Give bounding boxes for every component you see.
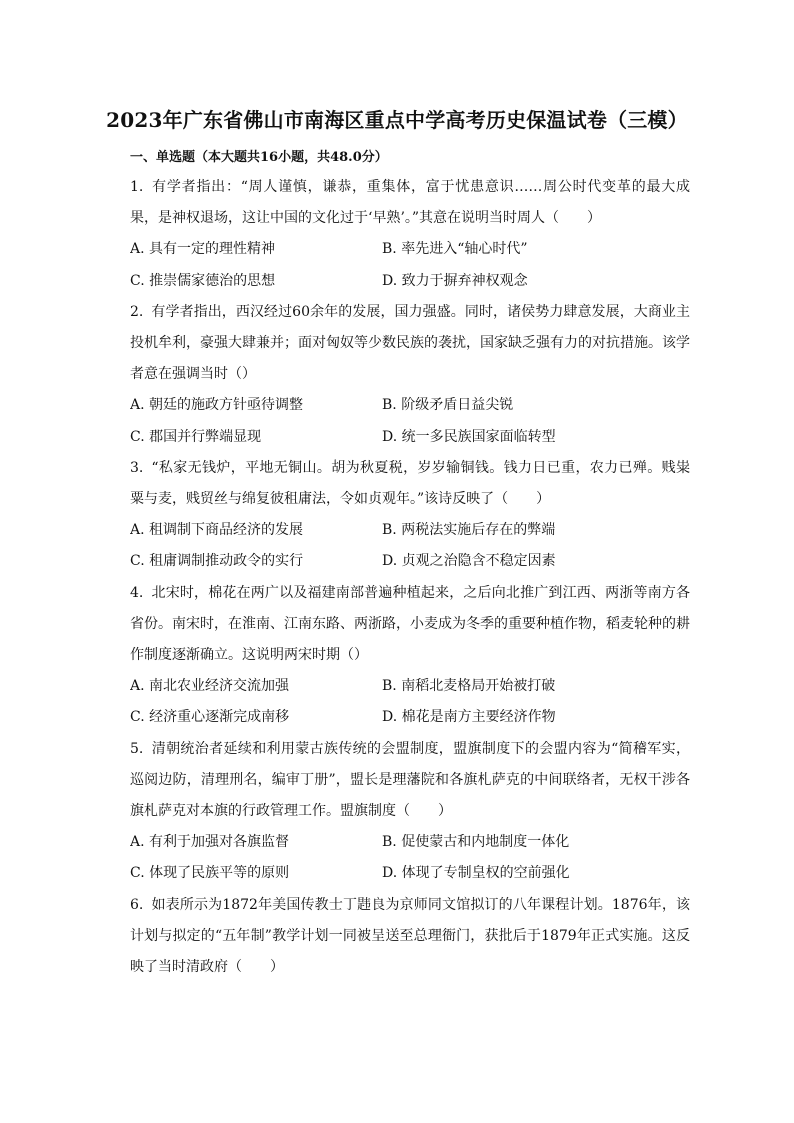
question-text: 清朝统治者延续和利用蒙古族传统的会盟制度，盟旗制度下的会盟内容为“简稽军实，巡阅边防，清理刑名，编审丁册”，盟长是理藩院和各旗札萨克的中间联络者，无权干涉各旗札萨克对本旗的行政管理工作。盟旗制度（ ） [130, 740, 690, 820]
question-list [130, 172, 690, 983]
answer-option: A. 南北农业经济交流加强 [130, 678, 290, 695]
question-number: 2. [130, 303, 144, 320]
answer-option: D. 贞观之治隐含不稳定因素 [382, 553, 556, 570]
question-4 [130, 578, 690, 734]
option-grid [130, 390, 690, 452]
question-5 [130, 734, 690, 890]
option-grid [130, 671, 690, 733]
answer-option: B. 率先进入“轴心时代” [382, 241, 528, 258]
question-text: 有学者指出，西汉经过60余年的发展，国力强盛。同时，诸侯势力肆意发展，大商业主投机牟利，豪强大肆兼并；面对匈奴等少数民族的袭扰，国家缺乏强有力的对抗措施。该学者意在强调当时（） [130, 303, 690, 383]
question-text: 北宋时，棉花在两广以及福建南部普遍种植起来，之后向北推广到江西、两浙等南方各省份。南宋时，在淮南、江南东路、两浙路，小麦成为冬季的重要种植作物，稻麦轮种的耕作制度逐渐确立。这说明两宋时期（） [130, 584, 690, 664]
section-heading: 一、单选题（本大题共16小题，共48.0分） [130, 150, 388, 165]
option-grid [130, 234, 690, 296]
exam-title: 2023年广东省佛山市南海区重点中学高考历史保温试卷（三模） [106, 108, 688, 132]
question-stem [130, 297, 690, 391]
question-1 [130, 172, 690, 297]
question-number: 3. [130, 459, 144, 476]
answer-option: D. 统一多民族国家面临转型 [382, 428, 556, 445]
question-number: 5. [130, 740, 144, 757]
question-number: 4. [130, 584, 144, 601]
question-6 [130, 890, 690, 984]
answer-option: C. 郡国并行弊端显现 [130, 428, 262, 445]
question-stem [130, 734, 690, 828]
answer-option: C. 租庸调制推动政令的实行 [130, 553, 304, 570]
answer-option: B. 阶级矛盾日益尖锐 [382, 397, 514, 414]
question-3 [130, 453, 690, 578]
answer-option: C. 推崇儒家德治的思想 [130, 272, 276, 289]
option-grid [130, 827, 690, 889]
question-text: “私家无钱炉，平地无铜山。胡为秋夏税，岁岁输铜钱。钱力日已重，农力已殚。贱粜粟与麦，贱贸丝与绵复彼租庸法，令如贞观年。”该诗反映了（ ） [130, 459, 690, 508]
question-stem [130, 890, 690, 984]
answer-option: C. 经济重心逐渐完成南移 [130, 709, 290, 726]
question-number: 6. [130, 896, 144, 913]
question-2 [130, 297, 690, 453]
answer-option: B. 两税法实施后存在的弊端 [382, 522, 556, 539]
question-number: 1. [130, 179, 144, 195]
answer-option: B. 南稻北麦格局开始被打破 [382, 678, 556, 695]
question-stem [130, 578, 690, 672]
answer-option: A. 租调制下商品经济的发展 [130, 522, 304, 539]
answer-option: A. 有利于加强对各旗监督 [130, 834, 290, 851]
answer-option: A. 朝廷的施政方针亟待调整 [130, 397, 304, 414]
question-text: 如表所示为1872年美国传教士丁韪良为京师同文馆拟订的八年课程计划。1876年，该计划与拟定的“五年制”教学计划一同被呈送至总理衙门，获批后于1879年正式实施。这反映了当时清政府（ ） [130, 896, 690, 976]
option-grid [130, 515, 690, 577]
answer-option: A. 具有一定的理性精神 [130, 241, 276, 258]
answer-option: B. 促使蒙古和内地制度一体化 [382, 834, 570, 851]
answer-option: D. 棉花是南方主要经济作物 [382, 709, 556, 726]
answer-option: D. 致力于摒弃神权观念 [382, 272, 528, 289]
answer-option: D. 体现了专制皇权的空前强化 [382, 865, 570, 882]
question-text: 有学者指出：“周人谨慎，谦恭，重集体，富于忧患意识……周公时代变革的最大成果，是神权退场，这让中国的文化过于‘早熟’。”其意在说明当时周人（ ） [130, 179, 690, 227]
question-stem [130, 172, 690, 234]
answer-option: C. 体现了民族平等的原则 [130, 865, 290, 882]
question-stem [130, 453, 690, 515]
